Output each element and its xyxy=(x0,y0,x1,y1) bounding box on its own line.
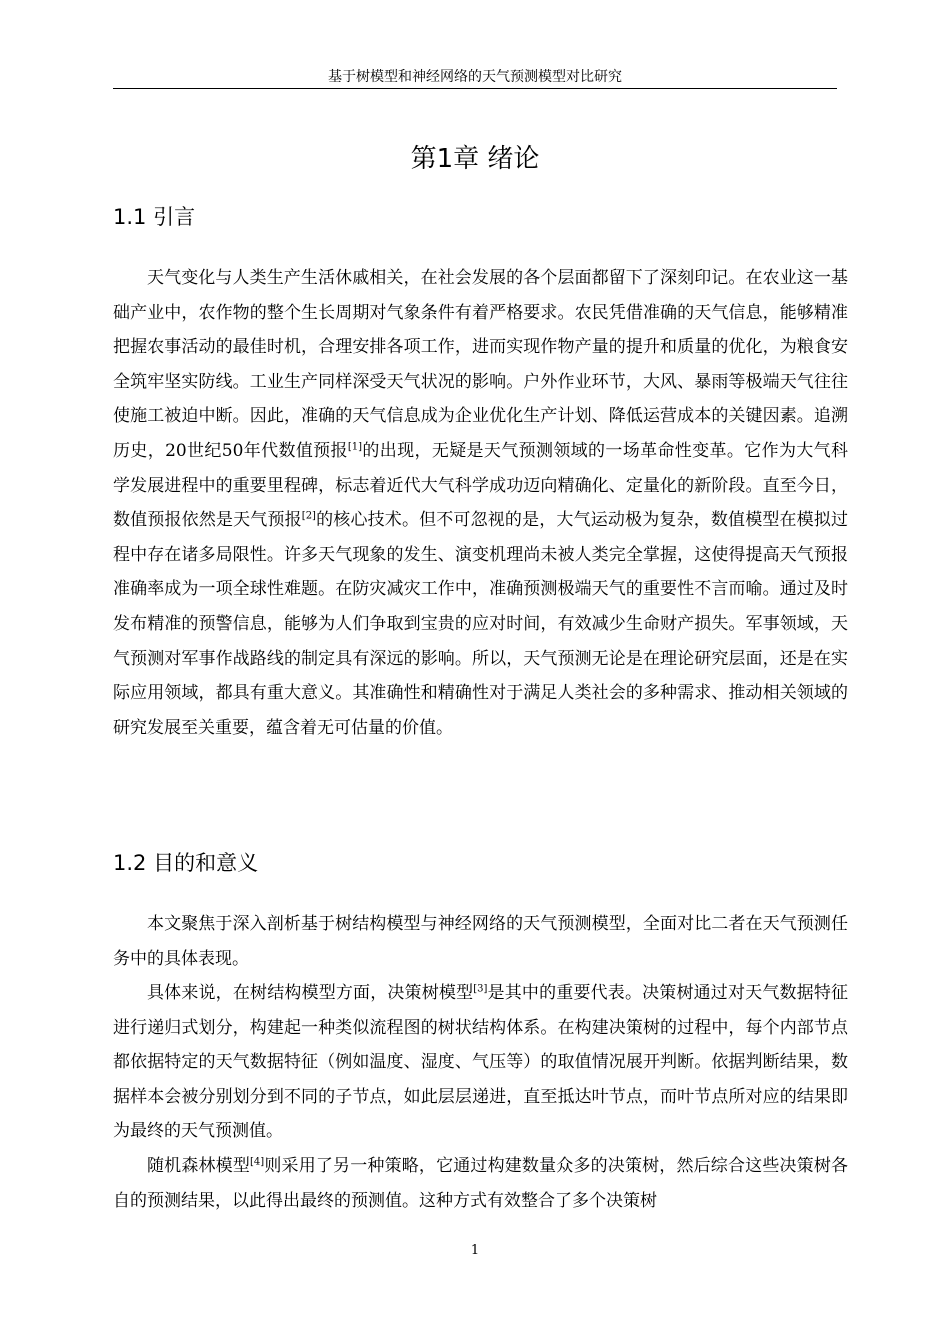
paragraph-decision-tree xyxy=(113,976,848,1149)
paragraph-random-forest xyxy=(113,1149,848,1218)
chapter-title: 第1章 绪论 xyxy=(410,144,540,174)
running-header: 基于树模型和神经网络的天气预测模型对比研究 xyxy=(328,69,622,85)
header-rule xyxy=(113,88,837,89)
paragraph-text: 本文聚焦于深入剖析基于树结构模型与神经网络的天气预测模型，全面对比二者在天气预测任务中的具体表现。 xyxy=(113,914,848,969)
citation-ref: [4] xyxy=(250,1156,265,1168)
paragraph-purpose-intro xyxy=(113,907,848,976)
paragraph-text: 随机森林模型 xyxy=(147,1156,251,1176)
paragraph-text: 则采用了另一种策略，它通过构建数量众多的决策树，然后综合这些决策树各自的预测结果，以此得出最终的预测值。这种方式有效整合了多个决策树 xyxy=(113,1156,849,1211)
citation-ref: [2] xyxy=(301,510,316,522)
paragraph-text: 的核心技术。但不可忽视的是，大气运动极为复杂，数值模型在模拟过程中存在诸多局限性。许多天气现象的发生、演变机理尚未被人类完全掌握，这使得提高天气预报准确率成为一项全球性难题。在防灾减灾工作中，准确预测极端天气的重要性不言而喻。通过及时发布精准的预警信息，能够为人们争取到宝贵的应对时间，有效减少生命财产损失。军事领域，天气预测对军事作战路线的制定具有深远的影响。所以，天气预测无论是在理论研究层面，还是在实际应用领域，都具有重大意义。其准确性和精确性对于满足人类社会的多种需求、推动相关领域的研究发展至关重要，蕴含着无可估量的价值。 xyxy=(113,510,849,738)
section-title-introduction: 1.1 引言 xyxy=(113,205,196,229)
citation-ref: [3] xyxy=(473,983,488,995)
paragraph-introduction xyxy=(113,261,848,745)
paragraph-text: 具体来说，在树结构模型方面，决策树模型 xyxy=(147,983,474,1003)
paragraph-text: 天气变化与人类生产生活休戚相关，在社会发展的各个层面都留下了深刻印记。在农业这一基础产业中，农作物的整个生长周期对气象条件有着严格要求。农民凭借准确的天气信息，能够精准把握农事活动的最佳时机，合理安排各项工作，进而实现作物产量的提升和质量的优化，为粮食安全筑牢坚实防线。工业生产同样深受天气状况的影响。户外作业环节，大风、暴雨等极端天气往往使施工被迫中断。因此，准确的天气信息成为企业优化生产计划、降低运营成本的关键因素。追溯历史，20世纪50年代数值预报 xyxy=(113,268,848,461)
paragraph-text: 的出现，无疑是天气预测领域的一场革命性变革。它作为大气科学发展进程中的重要里程碑，标志着近代大气科学成功迈向精确化、定量化的新阶段。直至今日，数值预报依然是天气预报 xyxy=(113,440,849,531)
page-number: 1 xyxy=(470,1243,480,1258)
citation-ref: [1] xyxy=(347,441,363,453)
paragraph-text: 是其中的重要代表。决策树通过对天气数据特征进行递归式划分，构建起一种类似流程图的树状结构体系。在构建决策树的过程中，每个内部节点都依据特定的天气数据特征（例如温度、湿度、气压等）的取值情况展开判断。依据判断结果，数据样本会被分别划分到不同的子节点，如此层层递进，直至抵达叶节点，而叶节点所对应的结果即为最终的天气预测值。 xyxy=(113,983,849,1142)
section-title-purpose: 1.2 目的和意义 xyxy=(113,851,259,875)
